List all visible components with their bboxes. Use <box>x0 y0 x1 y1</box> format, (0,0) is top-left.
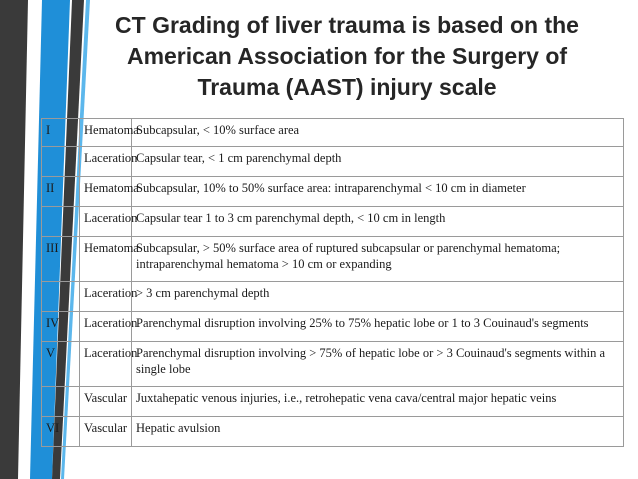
table-row <box>42 282 624 312</box>
description-cell: Subcapsular, 10% to 50% surface area: intraparenchymal < 10 cm in diameter <box>132 177 624 207</box>
grade-cell: VI <box>42 417 80 447</box>
grade-cell: V <box>42 342 80 387</box>
injury-type-cell: Laceration <box>80 312 132 342</box>
injury-type-cell: Vascular <box>80 387 132 417</box>
description-cell: > 3 cm parenchymal depth <box>132 282 624 312</box>
grade-cell: III <box>42 237 80 282</box>
grade-cell: IV <box>42 312 80 342</box>
description-cell: Juxtahepatic venous injuries, i.e., retrohepatic vena cava/central major hepatic veins <box>132 387 624 417</box>
injury-type-cell: Laceration <box>80 282 132 312</box>
description-cell: Parenchymal disruption involving 25% to 75% hepatic lobe or 1 to 3 Couinaud's segments <box>132 312 624 342</box>
injury-type-cell: Hematoma <box>80 177 132 207</box>
description-cell: Hepatic avulsion <box>132 417 624 447</box>
description-cell: Capsular tear, < 1 cm parenchymal depth <box>132 147 624 177</box>
table-row <box>42 207 624 237</box>
grade-cell: I <box>42 119 80 147</box>
table-row <box>42 177 624 207</box>
table-row <box>42 119 624 147</box>
grade-cell <box>42 207 80 237</box>
slide-title <box>92 10 602 103</box>
grade-cell <box>42 147 80 177</box>
injury-type-cell: Hematoma <box>80 237 132 282</box>
description-cell: Capsular tear 1 to 3 cm parenchymal depth, < 10 cm in length <box>132 207 624 237</box>
aast-injury-scale-table <box>41 118 624 447</box>
title-line-2: American Association for the Surgery of <box>126 43 568 69</box>
table-row <box>42 417 624 447</box>
description-cell: Subcapsular, > 50% surface area of ruptured subcapsular or parenchymal hematoma; intraparenchymal hematoma > 10 cm or expanding <box>132 237 624 282</box>
stripe-dark-wide <box>0 0 28 479</box>
table-row <box>42 312 624 342</box>
table-row <box>42 147 624 177</box>
injury-type-cell: Vascular <box>80 417 132 447</box>
table-row <box>42 237 624 282</box>
grade-cell: II <box>42 177 80 207</box>
title-line-3: Trauma (AAST) injury scale <box>197 74 497 100</box>
injury-type-cell: Laceration <box>80 147 132 177</box>
grade-cell <box>42 282 80 312</box>
injury-type-cell: Hematoma <box>80 119 132 147</box>
injury-type-cell: Laceration <box>80 207 132 237</box>
table-row <box>42 342 624 387</box>
title-line-1: CT Grading of liver trauma is based on the <box>115 12 579 38</box>
grade-cell <box>42 387 80 417</box>
description-cell: Parenchymal disruption involving > 75% of hepatic lobe or > 3 Couinaud's segments within a single lobe <box>132 342 624 387</box>
table-row <box>42 387 624 417</box>
description-cell: Subcapsular, < 10% surface area <box>132 119 624 147</box>
injury-type-cell: Laceration <box>80 342 132 387</box>
